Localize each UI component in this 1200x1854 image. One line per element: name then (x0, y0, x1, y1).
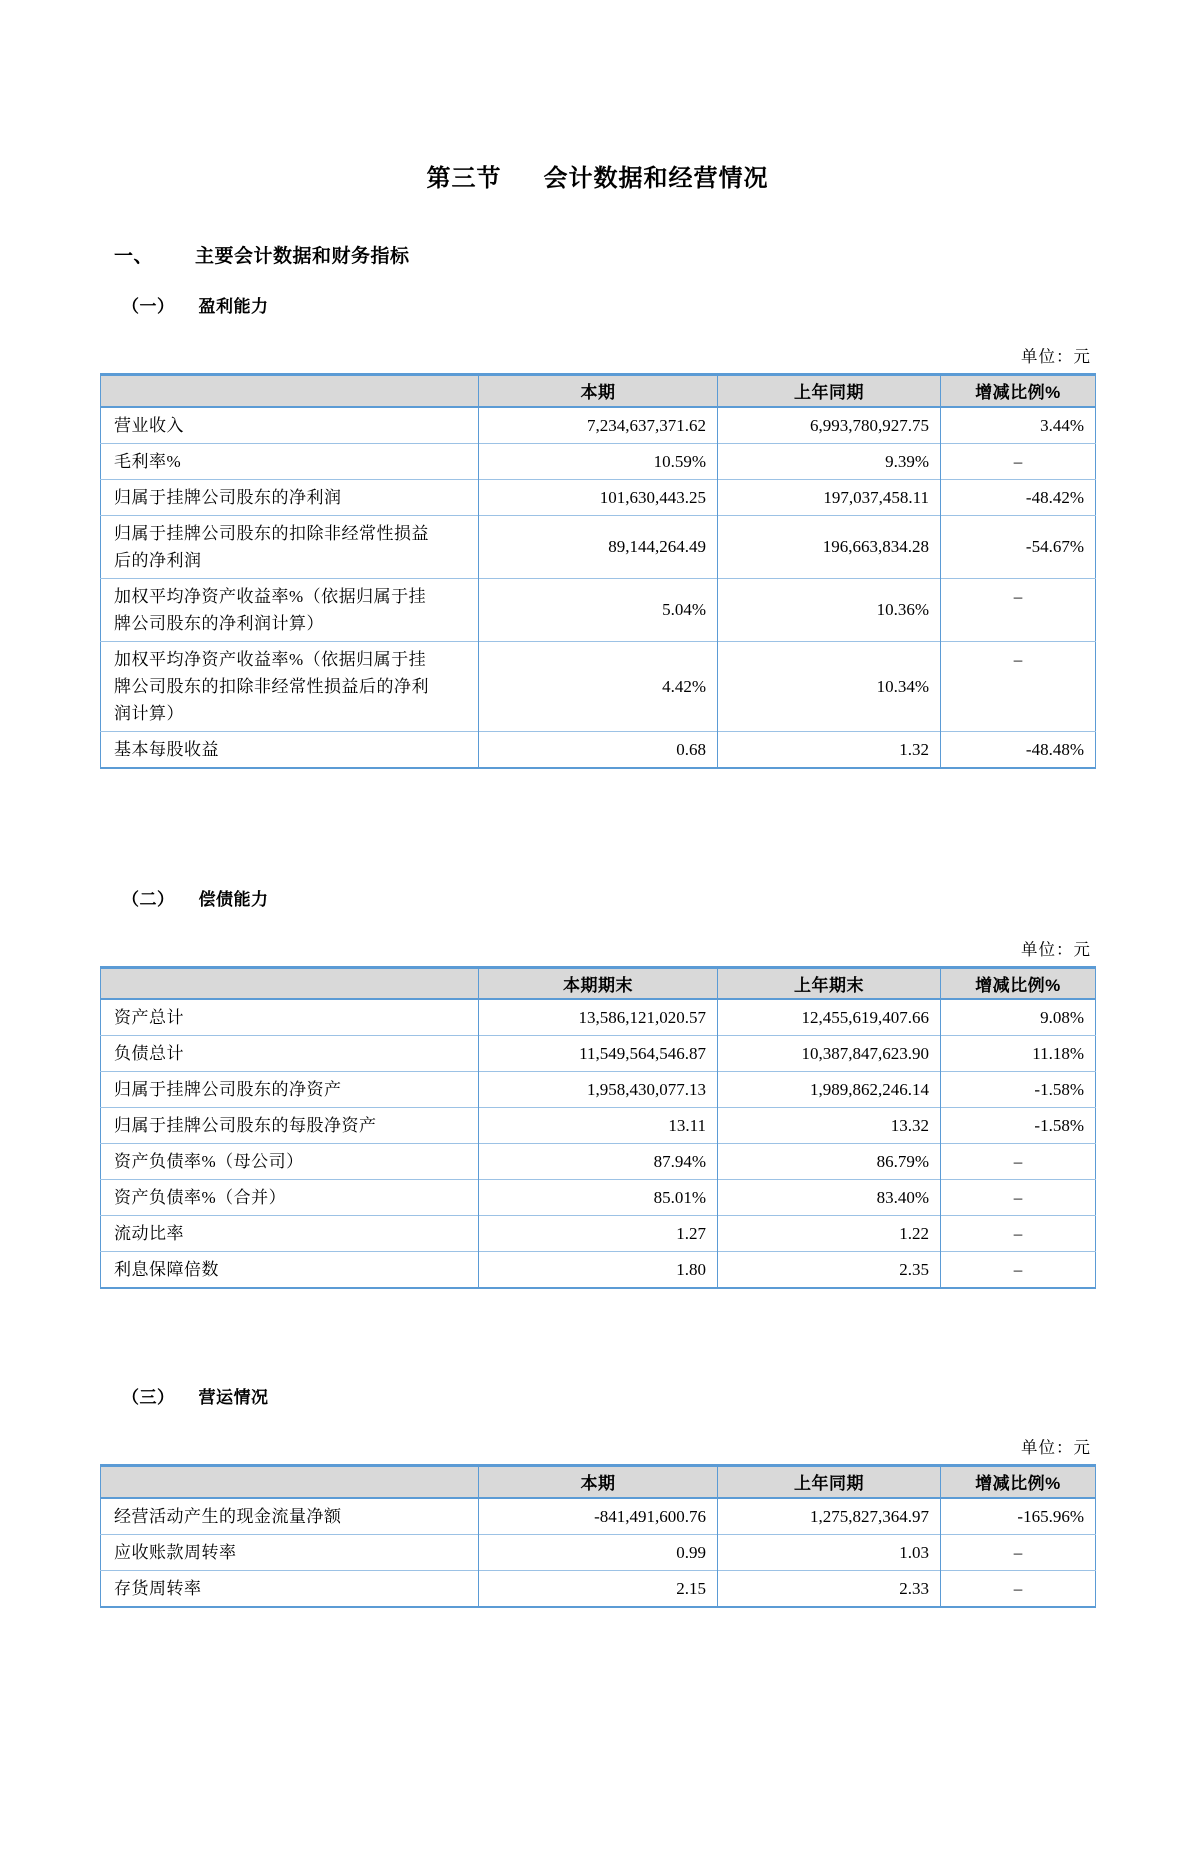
page-title (100, 158, 1095, 193)
cell-value: 1.03 (718, 1534, 941, 1570)
section-heading (100, 241, 1095, 268)
cell-value: -1.58% (941, 1108, 1096, 1144)
row-label: 基本每股收益 (101, 731, 479, 768)
table-header-cell: 本期 (479, 1466, 718, 1498)
subsection-number: （三） (122, 1388, 175, 1407)
table-header-cell: 上年同期 (718, 375, 941, 407)
cell-value: 13.11 (479, 1108, 718, 1144)
cell-value: 7,234,637,371.62 (479, 407, 718, 444)
table-row (101, 1534, 1096, 1570)
cell-value: 0.99 (479, 1534, 718, 1570)
cell-value: 2.15 (479, 1570, 718, 1607)
subsection-operations (100, 1383, 1095, 1608)
cell-value: 89,144,264.49 (479, 515, 718, 578)
subsection-number: （一） (122, 297, 175, 316)
cell-value: – (941, 1252, 1096, 1289)
row-label: 归属于挂牌公司股东的每股净资产 (101, 1108, 479, 1144)
cell-value: – (941, 443, 1096, 479)
document-page (100, 158, 1095, 1608)
cell-value: 0.68 (479, 731, 718, 768)
profitability-table (100, 373, 1096, 769)
subsection-title: 盈利能力 (198, 297, 269, 316)
cell-value: – (941, 1534, 1096, 1570)
row-label: 流动比率 (101, 1216, 479, 1252)
cell-value: 1.32 (718, 731, 941, 768)
cell-value: 85.01% (479, 1180, 718, 1216)
table-row (101, 1036, 1096, 1072)
table-row (101, 1498, 1096, 1535)
row-label: 归属于挂牌公司股东的净利润 (101, 479, 479, 515)
row-label: 经营活动产生的现金流量净额 (114, 1506, 342, 1526)
section-heading-number: 一、 (114, 246, 154, 267)
cell-value: 9.39% (718, 443, 941, 479)
table-header-row (101, 1466, 1096, 1498)
cell-value: 2.35 (718, 1252, 941, 1289)
operations-table (100, 1464, 1096, 1608)
table-row (101, 641, 1096, 731)
subsection-heading (100, 1383, 1095, 1408)
table-row (101, 407, 1096, 444)
row-label: 资产总计 (114, 1008, 184, 1027)
table-row (101, 1108, 1096, 1144)
cell-value: 10.59% (479, 443, 718, 479)
row-label: 营业收入 (114, 415, 184, 435)
cell-value: 10,387,847,623.90 (718, 1036, 941, 1072)
cell-value: 2.33 (718, 1570, 941, 1607)
cell-value: -48.48% (941, 731, 1096, 768)
cell-value: 197,037,458.11 (718, 479, 941, 515)
table-row (101, 1180, 1096, 1216)
row-label: 毛利率% (101, 443, 479, 479)
cell-value: -165.96% (941, 1498, 1096, 1535)
table-header-row (101, 967, 1096, 999)
cell-value: 87.94% (479, 1144, 718, 1180)
page-title-text: 会计数据和经营情况 (543, 165, 769, 192)
table-row (101, 999, 1096, 1036)
subsection-solvency (100, 885, 1095, 1290)
cell-value: 86.79% (718, 1144, 941, 1180)
row-label: 负债总计 (101, 1036, 479, 1072)
table-row (101, 515, 1096, 578)
table-header-cell: 本期期末 (479, 967, 718, 999)
table-header-row (101, 375, 1096, 407)
cell-value: 9.08% (941, 999, 1096, 1036)
row-label: 归属于挂牌公司股东的净资产 (101, 1072, 479, 1108)
cell-value: – (941, 578, 1096, 641)
cell-value: – (941, 1570, 1096, 1607)
cell-value: 12,455,619,407.66 (718, 999, 941, 1036)
cell-value: 11,549,564,546.87 (479, 1036, 718, 1072)
cell-value: – (941, 641, 1096, 731)
cell-value: 196,663,834.28 (718, 515, 941, 578)
subsection-heading (100, 885, 1095, 910)
subsection-title: 营运情况 (198, 1388, 269, 1407)
table-row (101, 731, 1096, 768)
row-label: 归属于挂牌公司股东的扣除非经常性损益后的净利润 (101, 515, 479, 578)
cell-value: 1.80 (479, 1252, 718, 1289)
table-header-cell: 本期 (479, 375, 718, 407)
section-heading-text: 主要会计数据和财务指标 (195, 246, 410, 267)
row-label: 应收账款周转率 (101, 1534, 479, 1570)
table-header-cell (101, 375, 479, 407)
row-label: 加权平均净资产收益率%（依据归属于挂牌公司股东的净利润计算） (101, 578, 479, 641)
table-header-cell: 上年同期 (718, 1466, 941, 1498)
table-row (101, 1072, 1096, 1108)
cell-value: -1.58% (941, 1072, 1096, 1108)
cell-value: -48.42% (941, 479, 1096, 515)
table-header-cell: 增减比例% (941, 967, 1096, 999)
subsection-heading (100, 292, 1095, 317)
table-header-cell: 增减比例% (941, 375, 1096, 407)
table-header-cell (101, 1466, 479, 1498)
cell-value: 11.18% (941, 1036, 1096, 1072)
unit-label: 单位：元 (1021, 347, 1091, 366)
subsection-profitability (100, 292, 1095, 769)
cell-value: 5.04% (479, 578, 718, 641)
cell-value: 1,989,862,246.14 (718, 1072, 941, 1108)
cell-value: 1.27 (479, 1216, 718, 1252)
table-row (101, 443, 1096, 479)
row-label: 资产负债率%（母公司） (101, 1144, 479, 1180)
cell-value: 10.34% (718, 641, 941, 731)
cell-value: – (941, 1180, 1096, 1216)
unit-label: 单位：元 (1021, 1438, 1091, 1457)
cell-value: -54.67% (941, 515, 1096, 578)
cell-value: 13.32 (718, 1108, 941, 1144)
subsection-title: 偿债能力 (198, 889, 269, 909)
table-row (101, 1570, 1096, 1607)
cell-value: 83.40% (718, 1180, 941, 1216)
cell-value: – (941, 1144, 1096, 1180)
cell-value: 1,275,827,364.97 (718, 1498, 941, 1535)
cell-value: 13,586,121,020.57 (479, 999, 718, 1036)
table-row (101, 578, 1096, 641)
table-header-cell: 上年期末 (718, 967, 941, 999)
row-label: 加权平均净资产收益率%（依据归属于挂牌公司股东的扣除非经常性损益后的净利润计算） (101, 641, 479, 731)
cell-value: 1,958,430,077.13 (479, 1072, 718, 1108)
page-title-number: 第三节 (426, 165, 502, 192)
unit-label: 单位：元 (1021, 939, 1091, 959)
table-row (101, 1144, 1096, 1180)
table-header-cell (101, 967, 479, 999)
cell-value: 10.36% (718, 578, 941, 641)
cell-value: 4.42% (479, 641, 718, 731)
cell-value: 101,630,443.25 (479, 479, 718, 515)
table-row (101, 1252, 1096, 1289)
cell-value: 6,993,780,927.75 (718, 407, 941, 444)
cell-value: – (941, 1216, 1096, 1252)
row-label: 资产负债率%（合并） (101, 1180, 479, 1216)
subsection-number: （二） (122, 889, 175, 909)
cell-value: 1.22 (718, 1216, 941, 1252)
table-row (101, 479, 1096, 515)
table-row (101, 1216, 1096, 1252)
row-label: 利息保障倍数 (101, 1252, 479, 1289)
row-label: 存货周转率 (101, 1570, 479, 1607)
cell-value: -841,491,600.76 (479, 1498, 718, 1535)
cell-value: 3.44% (941, 407, 1096, 444)
table-header-cell: 增减比例% (941, 1466, 1096, 1498)
solvency-table (100, 966, 1096, 1290)
